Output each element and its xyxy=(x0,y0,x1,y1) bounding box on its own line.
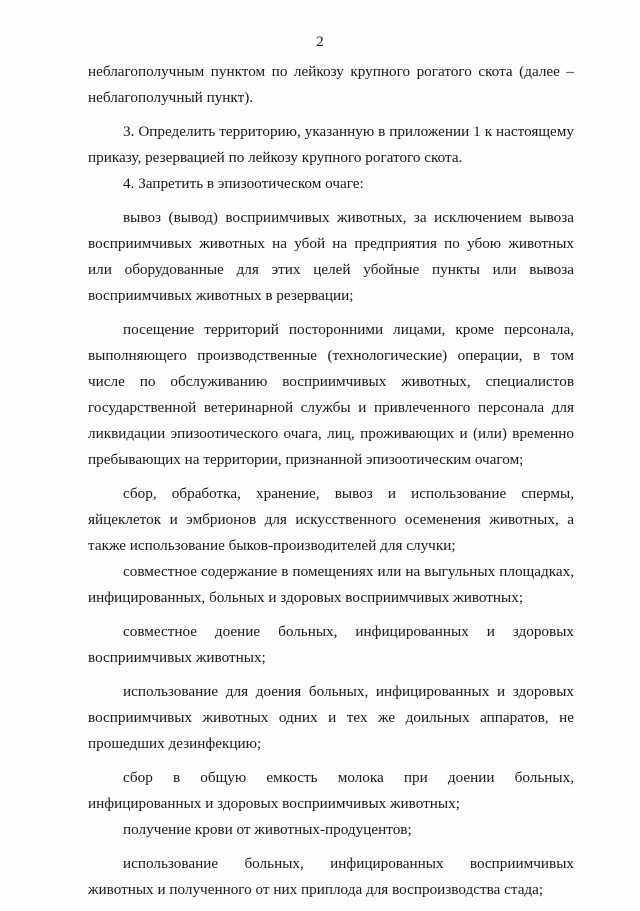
paragraph-ban-joint-keeping: совместное содержание в помещениях или на выгульных площадках, инфицированных, больных и здоровых восприимчивых животных; xyxy=(88,563,574,606)
paragraph-ban-milk-collection: сбор в общую емкость молока при доении больных, инфицированных и здоровых восприимчивых животных; xyxy=(88,769,574,812)
paragraph-ban-blood: получение крови от животных-продуцентов; xyxy=(123,821,412,838)
paragraph-item-3: 3. Определить территорию, указанную в приложении 1 к настоящему приказу, резервацией по лейкозу крупного рогатого скота. xyxy=(88,123,574,166)
document-body xyxy=(88,59,574,903)
paragraph-ban-sperm: сбор, обработка, хранение, вывоз и использование спермы, яйцеклеток и эмбрионов для искусственного осеменения животных, а также использование быков-производителей для случки; xyxy=(88,485,574,554)
paragraph-ban-reproduction: использование больных, инфицированных восприимчивых животных и полученного от них приплода для воспроизводства стада; xyxy=(88,855,574,898)
page-number: 2 xyxy=(316,34,324,50)
paragraph-ban-joint-milking: совместное доение больных, инфицированных и здоровых восприимчивых животных; xyxy=(88,623,574,666)
paragraph-ban-removal: вывоз (вывод) восприимчивых животных, за исключением вывоза восприимчивых животных на убой на предприятия по убою животных или оборудованные для этих целей убойные пункты или вывоза восприимчивых животных в резервации; xyxy=(88,209,574,304)
paragraph-ban-milking-machines: использование для доения больных, инфицированных и здоровых восприимчивых животных одних и тех же доильных аппаратов, не прошедших дезинфекцию; xyxy=(88,683,574,752)
paragraph-item-4: 4. Запретить в эпизоотическом очаге: xyxy=(123,175,364,192)
paragraph-ban-visits: посещение территорий посторонними лицами, кроме персонала, выполняющего производственные (технологические) операции, в том числе по обслуживанию восприимчивых животных, специалистов государственной ветеринарной службы и привлеченного персонала для ликвидации эпизоотического очага, лиц, проживающих и (или) временно пребывающих на территории, признанной эпизоотическим очагом; xyxy=(88,321,574,468)
paragraph-continuation: неблагополучным пунктом по лейкозу крупного рогатого скота (далее – неблагополучный пункт). xyxy=(88,63,574,106)
